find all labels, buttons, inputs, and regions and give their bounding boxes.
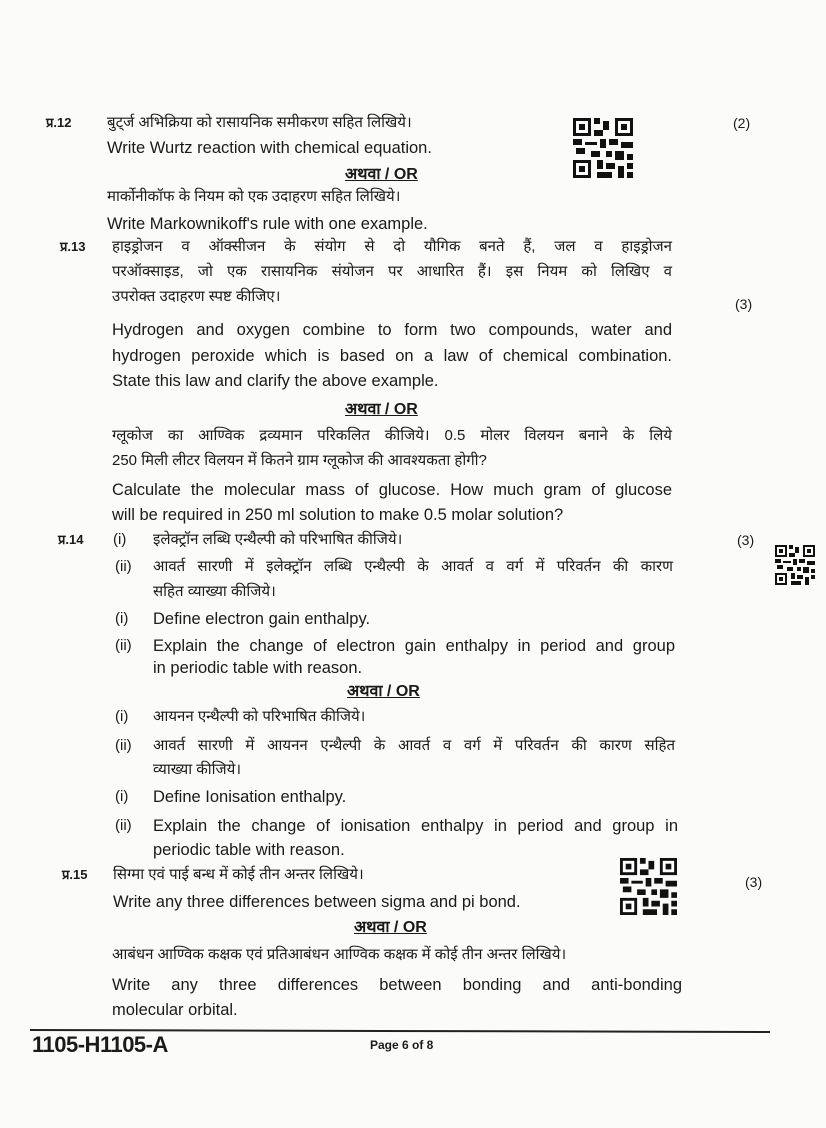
subpart-label: (i) [113,531,127,548]
q14-ii-english-line: in periodic table with reason. [153,659,363,677]
question-number-14: प्र.14 [58,532,84,547]
q14-alt-i-english: Define Ionisation enthalpy. [153,788,347,806]
qr-code [775,545,815,585]
q13-alt-hindi-line: 250 मिली लीटर विलयन में कितने ग्राम ग्लूकोज की आवश्यकता होगी? [112,452,487,469]
q15-alt-english-line: molecular orbital. [112,1001,238,1019]
q14-ii-hindi-line: सहित व्याख्या कीजिये। [153,583,276,600]
q14-alt-ii-hindi-line: आवर्त सारणी में आयनन एन्थैल्पी के आवर्त व वर्ग में परिवर्तन की कारण सहित [153,737,675,754]
question-number-15: प्र.15 [62,867,88,882]
q13-hindi-line: परऑक्साइड, जो एक रासायनिक संयोजन पर आधारित हैं। इस नियम को लिखिए व [112,263,672,280]
q13-english-line: Hydrogen and oxygen combine to form two compounds, water and [112,321,672,339]
question-number-12: प्र.12 [46,115,72,130]
subpart-label: (i) [115,610,129,627]
q14-alt-i-hindi: आयनन एन्थैल्पी को परिभाषित कीजिये। [153,708,366,725]
q15-alt-hindi: आबंधन आण्विक कक्षक एवं प्रतिआबंधन आण्विक कक्षक में कोई तीन अन्तर लिखिये। [112,946,567,963]
q14-i-english: Define electron gain enthalpy. [153,610,371,628]
q15-english: Write any three differences between sigma and pi bond. [113,893,521,911]
q15-alt-english-line: Write any three differences between bonding and anti-bonding [112,976,682,994]
subpart-label: (i) [115,788,129,805]
q14-marks: (3) [737,532,755,548]
q14-alt-ii-hindi-line: व्याख्या कीजिये। [153,761,242,778]
q12-english: Write Wurtz reaction with chemical equation. [107,139,432,157]
or-separator: अथवा / OR [354,919,427,936]
q14-alt-ii-english-line: Explain the change of ionisation enthalpy in period and group in [153,817,678,835]
q12-hindi: बुट्‌र्ज अभिक्रिया को रासायनिक समीकरण सहित लिखिये। [107,114,412,131]
q13-marks: (3) [735,296,753,312]
qr-code [573,118,633,178]
q13-hindi-line: हाइड्रोजन व ऑक्सीजन के संयोग से दो यौगिक बनते हैं, जल व हाइड्रोजन [112,238,672,255]
q13-hindi-line: उपरोक्त उदाहरण स्पष्ट कीजिए। [112,288,281,305]
q15-marks: (3) [745,874,763,890]
q13-alt-english-line: Calculate the molecular mass of glucose. How much gram of glucose [112,481,672,499]
subpart-label: (i) [115,708,129,725]
q12-alt-english: Write Markownikoff's rule with one example. [107,215,428,233]
q14-i-hindi: इलेक्ट्रॉन लब्धि एन्थैल्पी को परिभाषित कीजिये। [153,531,403,548]
q13-english-line: State this law and clarify the above example. [112,372,439,390]
q13-alt-hindi-line: ग्लूकोज का आण्विक द्रव्यमान परिकलित कीजिये। 0.5 मोलर विलयन बनाने के लिये [112,427,672,444]
or-separator: अथवा / OR [345,166,418,183]
q12-alt-hindi: मार्कोनीकॉफ के नियम को एक उदाहरण सहित लिखिये। [107,188,401,205]
q14-ii-english-line: Explain the change of electron gain enthalpy in period and group [153,637,675,655]
page-number: Page 6 of 8 [370,1038,434,1052]
question-number-13: प्र.13 [60,239,86,254]
or-separator: अथवा / OR [347,683,420,700]
subpart-label: (ii) [115,817,132,834]
subpart-label: (ii) [115,558,132,575]
q14-alt-ii-english-line: periodic table with reason. [153,841,345,859]
q13-alt-english-line: will be required in 250 ml solution to make 0.5 molar solution? [112,506,564,524]
q12-marks: (2) [733,115,751,131]
qr-code [620,858,677,915]
subpart-label: (ii) [115,737,132,754]
q14-ii-hindi-line: आवर्त सारणी में इलेक्ट्रॉन लब्धि एन्थैल्पी के आवर्त व वर्ग में परिवर्तन की कारण [153,558,673,575]
paper-code: 1105-H1105-A [32,1032,168,1057]
or-separator: अथवा / OR [345,401,418,418]
q15-hindi: सिग्मा एवं पाई बन्ध में कोई तीन अन्तर लिखिये। [113,866,364,883]
subpart-label: (ii) [115,637,132,654]
q13-english-line: hydrogen peroxide which is based on a law of chemical combination. [112,347,672,365]
